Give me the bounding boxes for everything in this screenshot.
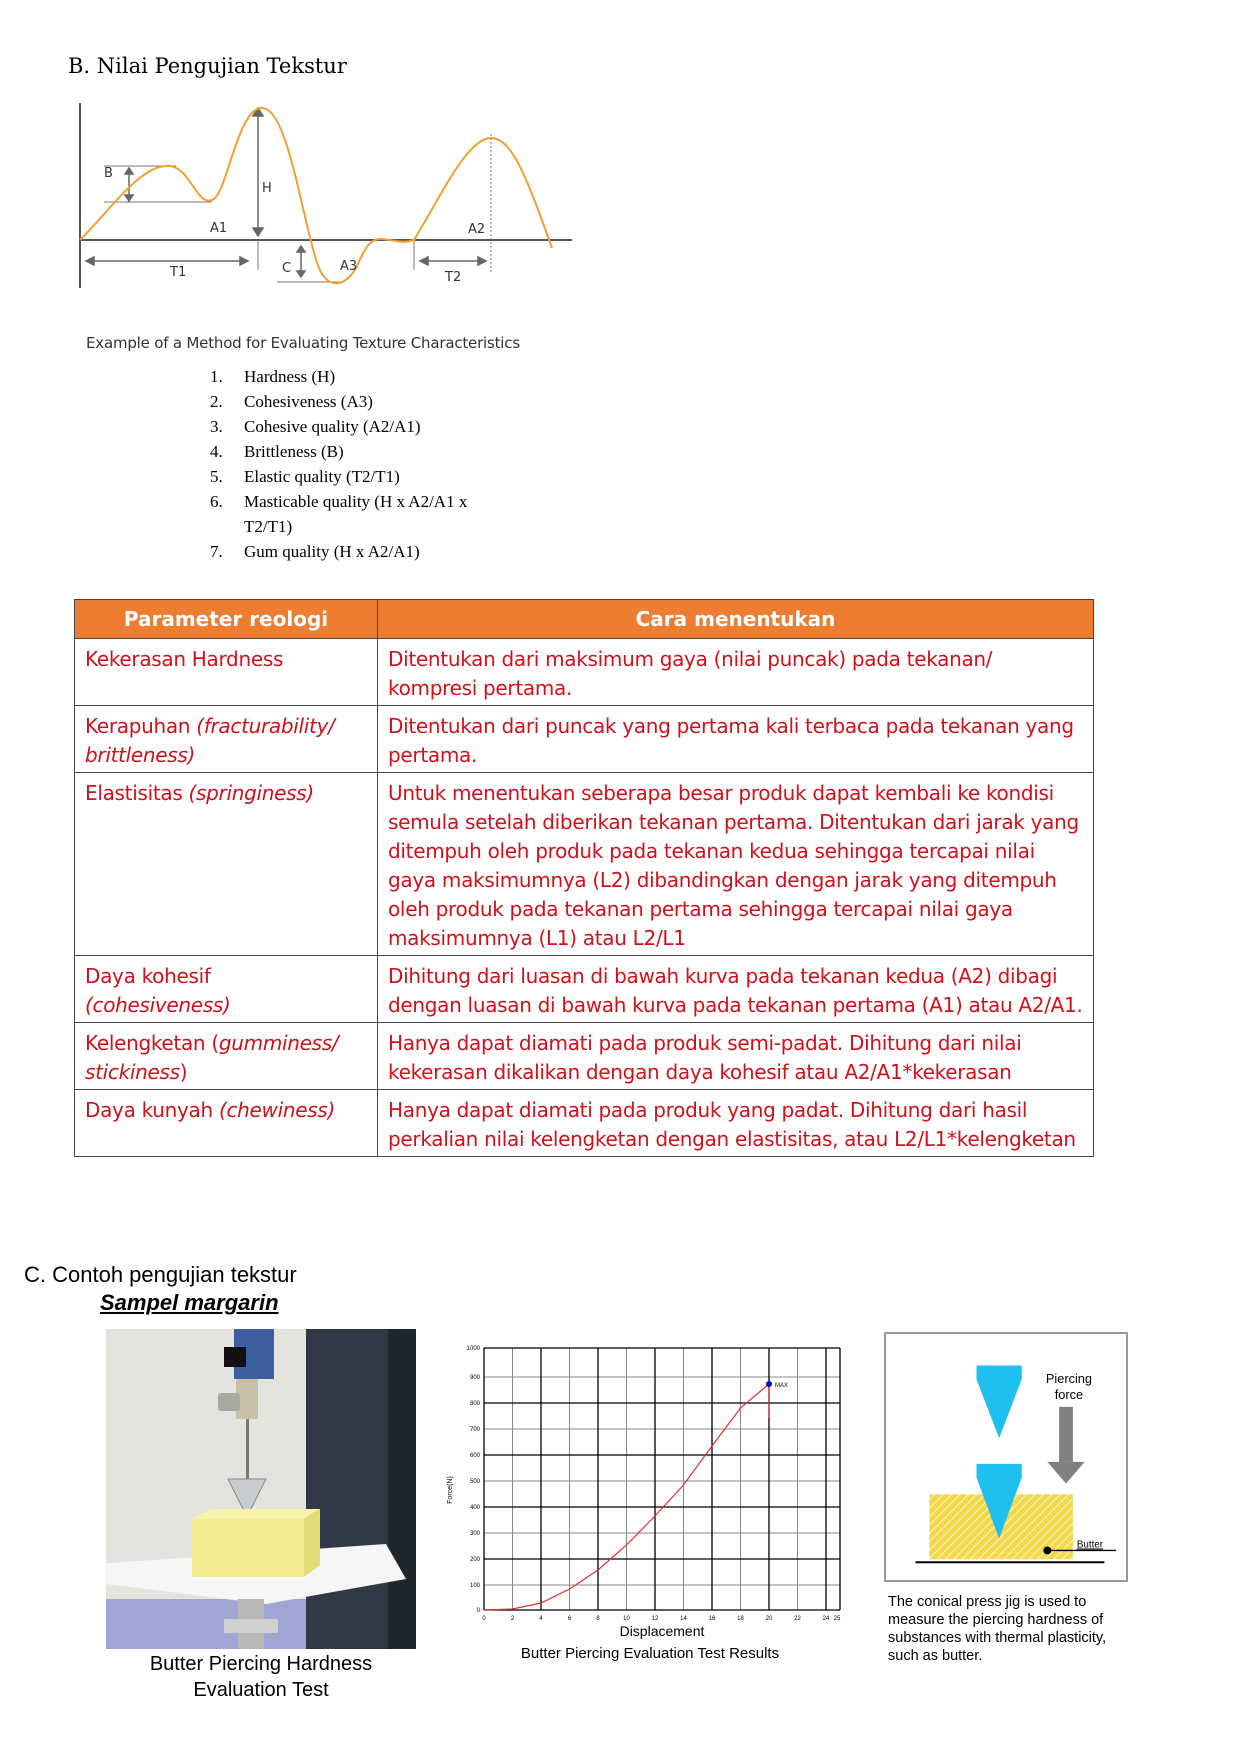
texture-parameters-list [210, 364, 510, 564]
list-item: 7. Gum quality (H x A2/A1) [210, 542, 420, 561]
label-a3: A3 [340, 259, 358, 274]
x-axis-label: Displacement [619, 1623, 705, 1639]
svg-text:4: 4 [539, 1616, 543, 1622]
svg-text:8: 8 [596, 1616, 600, 1622]
param-cell: Kekerasan Hardness [75, 639, 378, 706]
list-item: 1. Hardness (H) [210, 367, 336, 386]
list-item: 3. Cohesive quality (A2/A1) [210, 417, 421, 436]
method-cell: Untuk menentukan seberapa besar produk dapat kembali ke kondisi semula setelah diberikan tekanan pertama. Ditentukan dari jarak yang ditempuh oleh produk pada tekanan kedua sehingga tercapai nilai gaya maksimumnya (L2) dibandingkan dengan jarak yang ditempuh oleh produk pada tekanan pertama sehingga tercapai nilai gaya maksimumnya (L1) atau L2/L1 [378, 773, 1094, 956]
method-cell: Dihitung dari luasan di bawah kurva pada tekanan kedua (A2) dibagi dengan luasan di bawah kurva pada tekanan pertama (A1) atau A2/A1. [378, 956, 1094, 1023]
header-parameter: Parameter reologi [75, 600, 378, 639]
force-displacement-chart [440, 1320, 860, 1650]
list-item: 6. Masticable quality (H x A2/A1 x T2/T1) [210, 492, 468, 536]
max-label: MAX [775, 1383, 789, 1389]
svg-text:22: 22 [794, 1616, 801, 1622]
header-method: Cara menentukan [378, 600, 1094, 639]
label-t2: T2 [445, 270, 462, 285]
svg-text:0: 0 [476, 1608, 480, 1614]
param-cell: Kelengketan (gumminess/ stickiness) [75, 1023, 378, 1090]
svg-text:14: 14 [680, 1616, 687, 1622]
svg-text:700: 700 [469, 1427, 480, 1433]
diagram-caption: The conical press jig is used to measure the piercing hardness of substances with thermal plasticity, such as butter. [888, 1594, 1107, 1664]
list-item: 5. Elastic quality (T2/T1) [210, 467, 400, 486]
method-cell: Hanya dapat diamati pada produk semi-padat. Dihitung dari nilai kekerasan dikalikan dengan daya kohesif atau A2/A1*kekerasan [378, 1023, 1094, 1090]
section-b-heading: B. Nilai Pengujian Tekstur [68, 54, 347, 78]
tpa-curve [80, 108, 552, 283]
table-row [75, 1090, 1094, 1157]
label-c: C [282, 261, 292, 276]
method-cell: Hanya dapat diamati pada produk yang padat. Dihitung dari hasil perkalian nilai kelengketan dengan elastisitas, atau L2/L1*kelengketan [378, 1090, 1094, 1157]
photo-caption: Butter Piercing Hardness Evaluation Test [149, 1653, 373, 1701]
method-cell: Ditentukan dari puncak yang pertama kali terbaca pada tekanan yang pertama. [378, 706, 1094, 773]
piercing-force-label: Piercing force [1045, 1371, 1093, 1402]
svg-text:100: 100 [469, 1583, 480, 1589]
table-row [75, 773, 1094, 956]
section-c-subheading: Sampel margarin [100, 1290, 279, 1315]
butter-piercing-photo [106, 1329, 416, 1649]
tpa-figure-caption: Example of a Method for Evaluating Texture Characteristics [86, 334, 520, 352]
max-marker [766, 1381, 772, 1387]
svg-text:400: 400 [469, 1505, 480, 1511]
table-row [75, 639, 1094, 706]
list-item: 2. Cohesiveness (A3) [210, 392, 373, 411]
svg-text:25: 25 [833, 1616, 841, 1622]
svg-text:900: 900 [469, 1375, 480, 1381]
label-b: B [104, 166, 113, 181]
svg-text:0: 0 [482, 1616, 486, 1622]
label-t1: T1 [170, 265, 187, 280]
svg-text:500: 500 [469, 1479, 480, 1485]
param-cell: Daya kohesif (cohesiveness) [75, 956, 378, 1023]
label-a2: A2 [468, 222, 486, 237]
chart-caption: Butter Piercing Evaluation Test Results [520, 1645, 780, 1662]
svg-text:16: 16 [708, 1616, 716, 1622]
svg-text:20: 20 [765, 1616, 773, 1622]
svg-text:1000: 1000 [466, 1346, 480, 1352]
probe-upper-icon [976, 1366, 1021, 1439]
rheology-parameter-table [74, 599, 1094, 1157]
table-row [75, 956, 1094, 1023]
param-cell: Daya kunyah (chewiness) [75, 1090, 378, 1157]
label-a1: A1 [210, 221, 228, 236]
svg-text:12: 12 [651, 1616, 659, 1622]
svg-text:24: 24 [822, 1616, 830, 1622]
svg-text:300: 300 [469, 1531, 480, 1537]
svg-text:10: 10 [623, 1616, 630, 1622]
list-item: 4. Brittleness (B) [210, 442, 344, 461]
param-cell: Kerapuhan (fracturability/ brittleness) [75, 706, 378, 773]
piercing-diagram [884, 1332, 1128, 1582]
force-arrow-icon [1047, 1462, 1084, 1484]
svg-text:800: 800 [469, 1401, 480, 1407]
method-cell: Ditentukan dari maksimum gaya (nilai puncak) pada tekanan/ kompresi pertama. [378, 639, 1094, 706]
y-axis-label: Force(N) [447, 1476, 454, 1504]
tpa-curve-figure [72, 88, 584, 363]
table-row [75, 1023, 1094, 1090]
table-row [75, 706, 1094, 773]
svg-text:18: 18 [737, 1616, 744, 1622]
section-c-heading: C. Contoh pengujian tekstur [24, 1262, 297, 1287]
label-h: H [262, 181, 272, 196]
svg-text:200: 200 [469, 1557, 480, 1563]
butter-label: Butter [1076, 1539, 1104, 1551]
param-cell: Elastisitas (springiness) [75, 773, 378, 956]
svg-text:6: 6 [567, 1616, 572, 1622]
svg-text:2: 2 [510, 1616, 515, 1622]
svg-text:600: 600 [469, 1453, 480, 1459]
table-header-row [75, 600, 1094, 639]
